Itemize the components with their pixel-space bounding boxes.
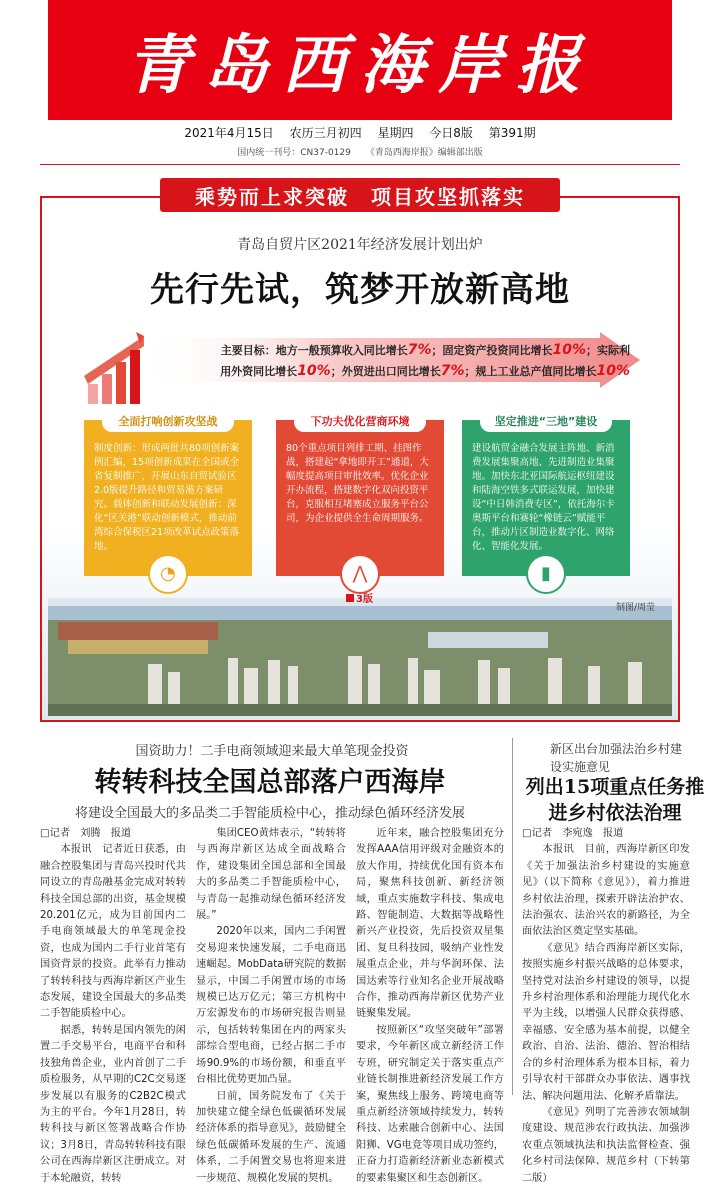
goal-percent: 10% — [596, 363, 630, 379]
goal-percent: 10% — [297, 363, 331, 379]
dateline — [0, 124, 720, 141]
growth-chart-icon — [84, 332, 144, 404]
weekday: 星期四 — [377, 126, 414, 140]
story-paragraph: 近年来，融合控股集团充分发挥AAA信用评级对金融资本的放大作用，持续优化国有资本布局，聚焦科技创新、新经济领域，重点实施数字科技、集成电路、智能制造、大数据等战略性新兴产业投资，先后投资双星集团、复旦科技园，吸纳产业性发展重点企业，并与华润环保、法国达索等行业知名企业开展战略合作，推动西海岸新区优势产业链聚集发展。 — [356, 828, 504, 1020]
publication-info — [0, 145, 720, 158]
card-title: 下功夫优化营商环境 — [294, 412, 426, 432]
goal-text: ；外贸进出口同比增长 — [330, 365, 441, 378]
column-divider — [512, 738, 513, 1095]
side-story-paragraph: 《意见》列明了完善涉农领域制度建设、规范涉农行政执法、加强涉农重点领域执法和执法监督检查、强化乡村司法保障、规范乡村（下转第二版） — [522, 1106, 690, 1184]
story-headline: 转转科技全国总部落户西海岸 — [94, 767, 446, 798]
story-paragraph: 日前，国务院发布了《关于加快建立健全绿色低碳循环发展经济体系的指导意见》，鼓励健全绿色低碳循环发展的生产、流通体系，二手闲置交易也将迎来进一步规范、规模化发展的契机。 — [196, 1090, 346, 1184]
card-text: 制度创新：形成两批共80项创新案例汇编，15项创新成果在全国或全省复制推广，开展山东自贸试验区2.0版提升路径和贸易港方案研究。载体创新和联动发展创新：深化“区关港”联动创新模式，推动前湾综合保税区21项改革试点政策落地。 — [94, 443, 240, 552]
business-environment-card — [276, 415, 444, 584]
page-reference — [346, 590, 373, 605]
issue-number: 第391期 — [488, 126, 536, 140]
page-marker-icon — [346, 594, 354, 602]
story-column-1 — [40, 826, 186, 1187]
side-story-kicker: 新区出台加强法治乡村建设实施意见 — [550, 742, 683, 774]
goal-text: ；固定资产投资同比增长 — [431, 344, 553, 357]
feature-subtitle: 青岛自贸片区2021年经济发展计划出炉 — [237, 237, 483, 253]
story-column-2 — [196, 826, 346, 1187]
story-paragraph: 本报讯 记者近日获悉，由融合控股集团与青岛兴投时代共同设立的青岛融基金完成对转转科技全国总部的出资，基金规模20.201亿元，成为目前国内二手电商领域最大的单笔现金投资，也成为国内二手行业首笔有国资背景的投资。此举有力推动了转转科技与西海岸新区产业生态发展，建设全国最大的多品类二手智能质检中心。 — [40, 844, 186, 1020]
story-kicker: 国资助力！二手电商领域迎来最大单笔现金投资 — [135, 744, 409, 759]
story-paragraph: 2020年以来，国内二手闲置交易迎来快速发展，二手电商迅速崛起。MobData研究院的数据显示，中国二手闲置市场的市场规模已达万亿元；第三方机构中万宏源发布的市场研究报告则显示，包括转转集团在内的两家头部综合型电商，已经占据二手市场90.9%的市场份额，和垂直平台相比优势更加凸显。 — [196, 926, 346, 1086]
side-story-paragraph: 本报讯 目前，西海岸新区印发《关于加强法治乡村建设的实施意见》（以下简称《意见》），着力推进乡村依法治理，探索开辟法治护农、法治强农、法治兴农的新路径，为全面依法治区奠定坚实基础。 — [522, 844, 690, 938]
goal-percent: 7% — [440, 363, 465, 379]
card-text: 80个重点项目列排工期、挂图作战，搭建起“拿地即开工”通道，大幅度提高项目审批效率。优化企业开办流程，搭建数字化双向投资平台，克服相互堵塞成立服务平台公司，为企业提供全生命周期服务。 — [286, 443, 429, 524]
story-byline: □记者 刘腾 报道 — [40, 828, 132, 839]
story-subhead: 将建设全国最大的多品类二手智能质检中心，推动绿色循环经济发展 — [74, 806, 465, 821]
story-column-3 — [356, 826, 504, 1187]
page-reference-text: 3版 — [356, 594, 373, 605]
goal-text: ；规上工业总产值同比增长 — [464, 365, 597, 378]
feature-kicker — [160, 178, 560, 212]
goal-text: ；实际利 — [586, 344, 630, 357]
publisher: 《青岛西海岸报》编辑部出版 — [365, 148, 483, 158]
goal-text: 用外资同比增长 — [220, 365, 298, 378]
newspaper-name: 青岛西海岸报 — [126, 28, 594, 103]
goal-percent: 7% — [407, 342, 432, 358]
network-icon: ⋀ — [340, 554, 380, 594]
graphic-credit: 制图/周莹 — [616, 603, 656, 613]
issue-date: 2021年4月15日 — [184, 126, 274, 140]
masthead — [48, 0, 672, 120]
feature-headline: 先行先试，筑梦开放新高地 — [150, 270, 570, 310]
side-story-paragraph: 《意见》结合西海岸新区实际，按照实施乡村振兴战略的总体要求，坚持党对法治乡村建设的领导，以提升乡村治理体系和治理能力现代化水平为主线，以增强人民群众获得感、幸福感、安全感为基本前提，以健全政治、自治、法治、德治、智治相结合的乡村治理体系为根本目标，着力引导农村干部群众办事依法、遇事找法、解决问题用法、化解矛盾靠法。 — [522, 942, 690, 1102]
story-paragraph: 按照新区“攻坚突破年”部署要求，今年新区成立新经济工作专班，研究制定关于落实重点产业链长制推进新经济发展工作方案，聚焦线上服务、跨境电商等重点新经济领域持续发力，转转科技、达索融合创新中心、法国阳狮、VG电竞等项目成功签约，正奋力打造新经济新业态新模式的要素集聚区和生态创新区。 — [356, 1024, 504, 1184]
main-goals — [150, 340, 630, 382]
card-title: 坚定推进“三地”建设 — [480, 412, 612, 432]
side-story-headline: 列出15项重点任务推进乡村依法治理 — [525, 776, 705, 824]
three-bases-card — [462, 415, 630, 584]
pie-chart-icon: ◔ — [148, 554, 188, 594]
page-count: 今日8版 — [429, 126, 473, 140]
lunar-date: 农历三月初四 — [289, 126, 362, 140]
goal-percent: 10% — [552, 342, 586, 358]
side-story-column — [522, 826, 690, 1187]
city-panorama-photo — [48, 598, 672, 716]
serial-number: 国内统一刊号：CN37-0129 — [237, 148, 351, 158]
divider — [40, 164, 680, 165]
goal-text: 主要目标：地方一般预算收入同比增长 — [220, 344, 408, 357]
story-paragraph: 集团CEO黄炜表示，“转转将与西海岸新区达成全面战略合作，建设集团全国总部和全国最大的多品类二手智能质检中心，与青岛一起推动绿色循环经济发展。” — [196, 828, 346, 922]
bar-chart-icon: ▮ — [526, 554, 566, 594]
story-paragraph: 据悉，转转是国内领先的闲置二手交易平台，电商平台和科技独角兽企业，业内首创了二手质检服务，从早期的C2C交易逐步发展以有服务的C2B2C模式为主的平台。今年1月28日，转转科技与新区签署战略合作协议；3月8日，青岛转转科技有限公司在西海岸新区注册成立。对于本轮融资，转转 — [40, 1024, 186, 1184]
feature-kicker-text: 乘势而上求突破 项目攻坚抓落实 — [195, 184, 525, 209]
card-text: 建设航贸金融合发展主阵地、新消费发展集聚高地、先进制造业集聚地。加快东北亚国际航运枢纽建设和陆海空铁多式联运发展，加快建设“中日韩消费专区”，依托海尔卡奥斯平台和赛轮“橡链云”赋能平台，推动片区制造业数字化、网络化、智能化发展。 — [472, 443, 615, 552]
side-story-byline: □记者 李宛逸 报道 — [522, 828, 624, 839]
card-title: 全面打响创新攻坚战 — [102, 412, 234, 432]
innovation-card — [84, 415, 252, 584]
